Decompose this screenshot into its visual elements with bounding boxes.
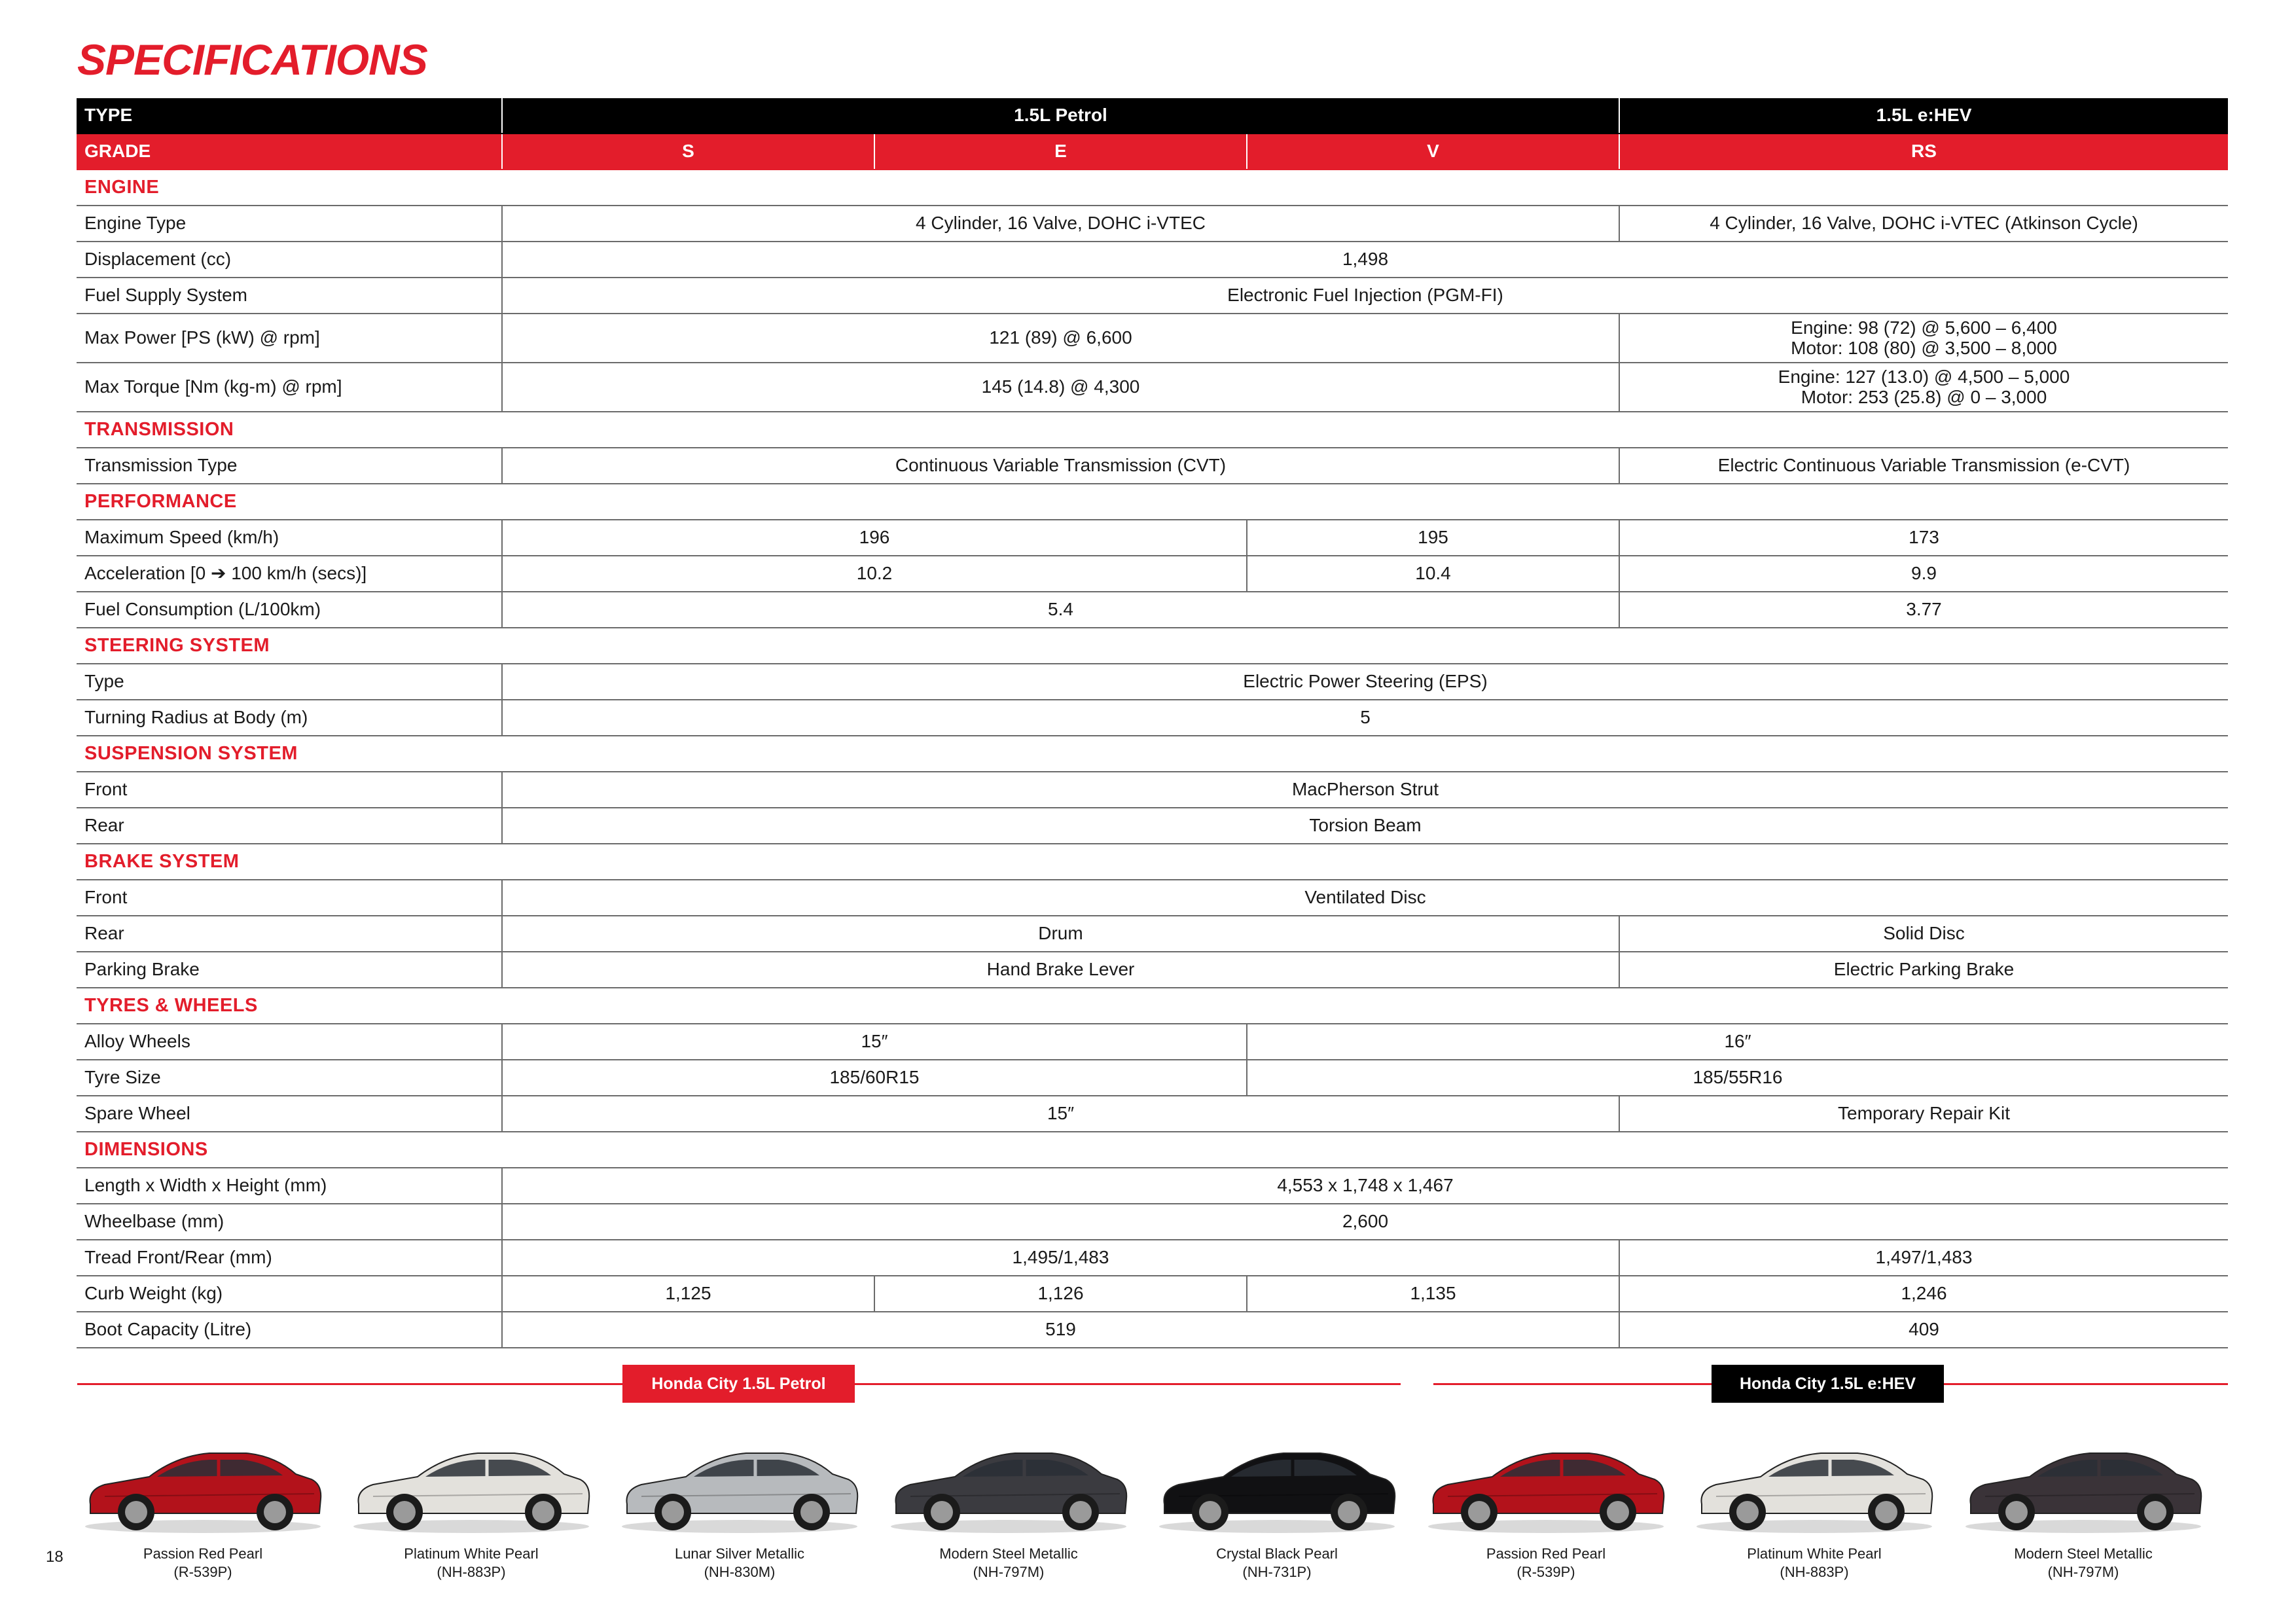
page-title: SPECIFICATIONS [77,35,427,84]
car-color-item [1422,1434,1670,1584]
cell-value: Torsion Beam [502,808,2228,844]
row-label: Type [77,664,502,700]
car-color-item [884,1434,1133,1584]
car-color-name: Lunar Silver Metallic [674,1545,805,1562]
car-color-code: (NH-731P) [1242,1564,1312,1580]
car-color-code: (NH-830M) [704,1564,776,1580]
car-color-item [347,1434,596,1584]
car-color-item [79,1434,327,1584]
table-row [77,880,2228,916]
cell-value: Temporary Repair Kit [1619,1096,2228,1132]
cell-value: 4,553 x 1,748 x 1,467 [502,1168,2228,1204]
table-row [77,363,2228,412]
cell-value: 15″ [502,1096,1619,1132]
cell-value: 16″ [1247,1024,2228,1060]
table-row [77,808,2228,844]
table-row [77,1312,2228,1348]
cell-value: 1,246 [1619,1276,2228,1312]
car-color-item [1690,1434,1939,1584]
cell-value: 10.4 [1247,556,1619,592]
cell-value: 121 (89) @ 6,600 [502,314,1619,363]
row-label: Max Power [PS (kW) @ rpm] [77,314,502,363]
section-engine [77,170,2228,206]
car-image [1153,1434,1401,1538]
cell-value: 196 [502,520,1247,556]
cell-value: 1,126 [874,1276,1247,1312]
car-color-name: Modern Steel Metallic [939,1545,1078,1562]
section-heading: TYRES & WHEELS [77,988,2228,1024]
cell-value: 195 [1247,520,1619,556]
cell-value: 173 [1619,520,2228,556]
grade-s: S [502,134,874,170]
section-heading: DIMENSIONS [77,1132,2228,1168]
cell-value: Ventilated Disc [502,880,2228,916]
cell-value: Hand Brake Lever [502,952,1619,988]
section-dimensions [77,1132,2228,1168]
section-performance [77,484,2228,520]
car-image [615,1434,864,1538]
cell-value: 2,600 [502,1204,2228,1240]
car-color-code: (NH-883P) [1780,1564,1849,1580]
car-image [1690,1434,1939,1538]
row-label: Fuel Supply System [77,278,502,314]
car-image [79,1434,327,1538]
section-heading: SUSPENSION SYSTEM [77,736,2228,772]
cell-line: Engine: 127 (13.0) @ 4,500 – 5,000 [1778,366,2070,387]
table-row [77,1168,2228,1204]
cell-value [1619,363,2228,412]
cell-value: 1,495/1,483 [502,1240,1619,1276]
cell-value: Continuous Variable Transmission (CVT) [502,448,1619,484]
cell-value: 4 Cylinder, 16 Valve, DOHC i-VTEC [502,206,1619,242]
row-label: Displacement (cc) [77,242,502,278]
row-label: Length x Width x Height (mm) [77,1168,502,1204]
type-label: TYPE [77,98,502,134]
cell-value: 1,125 [502,1276,874,1312]
grade-rs: RS [1619,134,2228,170]
cell-value: 1,135 [1247,1276,1619,1312]
row-label: Parking Brake [77,952,502,988]
car-color-name: Platinum White Pearl [404,1545,539,1562]
row-label: Wheelbase (mm) [77,1204,502,1240]
cell-value: 10.2 [502,556,1247,592]
car-color-code: (R-539P) [173,1564,232,1580]
row-label: Rear [77,916,502,952]
car-image [1959,1434,2208,1538]
row-label: Front [77,772,502,808]
cell-value: 145 (14.8) @ 4,300 [502,363,1619,412]
table-row [77,278,2228,314]
cell-value: Electric Power Steering (EPS) [502,664,2228,700]
cell-value: 9.9 [1619,556,2228,592]
row-label: Boot Capacity (Litre) [77,1312,502,1348]
section-suspension [77,736,2228,772]
table-row [77,1276,2228,1312]
spec-table [77,98,2228,1348]
row-label: Transmission Type [77,448,502,484]
grade-row [77,134,2228,170]
row-label: Turning Radius at Body (m) [77,700,502,736]
row-label: Spare Wheel [77,1096,502,1132]
cell-value: Electric Continuous Variable Transmission (e-CVT) [1619,448,2228,484]
car-color-code: (R-539P) [1516,1564,1575,1580]
row-label: Max Torque [Nm (kg-m) @ rpm] [77,363,502,412]
cell-value: Solid Disc [1619,916,2228,952]
cell-value: 519 [502,1312,1619,1348]
hybrid-band-label: Honda City 1.5L e:HEV [1712,1365,1944,1403]
cell-value: 185/55R16 [1247,1060,2228,1096]
section-heading: ENGINE [77,170,2228,206]
cell-value: 15″ [502,1024,1247,1060]
row-label: Rear [77,808,502,844]
car-color-item [615,1434,864,1584]
car-color-name: Crystal Black Pearl [1216,1545,1338,1562]
section-heading: STEERING SYSTEM [77,628,2228,664]
car-color-name: Platinum White Pearl [1747,1545,1882,1562]
section-heading: BRAKE SYSTEM [77,844,2228,880]
row-label: Fuel Consumption (L/100km) [77,592,502,628]
table-row [77,448,2228,484]
petrol-colors-band [77,1365,1401,1403]
row-label: Curb Weight (kg) [77,1276,502,1312]
cell-line: Engine: 98 (72) @ 5,600 – 6,400 [1791,317,2057,338]
car-color-name: Modern Steel Metallic [2014,1545,2153,1562]
type-petrol: 1.5L Petrol [502,98,1619,134]
table-row [77,772,2228,808]
car-color-item [1959,1434,2208,1584]
hybrid-colors-band [1433,1365,2228,1403]
car-color-code: (NH-797M) [973,1564,1045,1580]
type-hybrid: 1.5L e:HEV [1619,98,2228,134]
table-row [77,1096,2228,1132]
row-label: Alloy Wheels [77,1024,502,1060]
row-label: Tread Front/Rear (mm) [77,1240,502,1276]
cell-value: 1,498 [502,242,2228,278]
car-image [347,1434,596,1538]
section-tyres [77,988,2228,1024]
cell-value: MacPherson Strut [502,772,2228,808]
table-row [77,916,2228,952]
section-transmission [77,412,2228,448]
table-row [77,242,2228,278]
grade-e: E [874,134,1247,170]
section-steering [77,628,2228,664]
grade-v: V [1247,134,1619,170]
car-color-name: Passion Red Pearl [143,1545,263,1562]
table-row [77,664,2228,700]
table-row [77,206,2228,242]
cell-value: 5.4 [502,592,1619,628]
table-row [77,700,2228,736]
table-row [77,592,2228,628]
car-color-code: (NH-797M) [2047,1564,2119,1580]
table-row [77,1240,2228,1276]
cell-value [1619,314,2228,363]
car-color-name: Passion Red Pearl [1486,1545,1606,1562]
table-row [77,556,2228,592]
row-label: Acceleration [0 ➔ 100 km/h (secs)] [77,556,502,592]
cell-value: 1,497/1,483 [1619,1240,2228,1276]
cell-line: Motor: 108 (80) @ 3,500 – 8,000 [1791,337,2057,358]
cell-value: 3.77 [1619,592,2228,628]
cell-value: 185/60R15 [502,1060,1247,1096]
row-label: Maximum Speed (km/h) [77,520,502,556]
table-row [77,520,2228,556]
cell-value: Electric Parking Brake [1619,952,2228,988]
car-image [1422,1434,1670,1538]
cell-value: Electronic Fuel Injection (PGM-FI) [502,278,2228,314]
section-brake [77,844,2228,880]
table-row [77,1204,2228,1240]
table-row [77,952,2228,988]
cell-value: Drum [502,916,1619,952]
section-heading: TRANSMISSION [77,412,2228,448]
cell-value: 4 Cylinder, 16 Valve, DOHC i-VTEC (Atkinson Cycle) [1619,206,2228,242]
page-number: 18 [46,1548,63,1566]
petrol-band-label: Honda City 1.5L Petrol [622,1365,855,1403]
row-label: Tyre Size [77,1060,502,1096]
car-color-code: (NH-883P) [437,1564,506,1580]
cell-value: 409 [1619,1312,2228,1348]
table-row [77,1024,2228,1060]
car-color-item [1153,1434,1401,1584]
table-row [77,314,2228,363]
cell-value: 5 [502,700,2228,736]
section-heading: PERFORMANCE [77,484,2228,520]
type-row [77,98,2228,134]
table-row [77,1060,2228,1096]
row-label: Engine Type [77,206,502,242]
cell-line: Motor: 253 (25.8) @ 0 – 3,000 [1801,386,2047,407]
row-label: Front [77,880,502,916]
grade-label: GRADE [77,134,502,170]
car-image [884,1434,1133,1538]
